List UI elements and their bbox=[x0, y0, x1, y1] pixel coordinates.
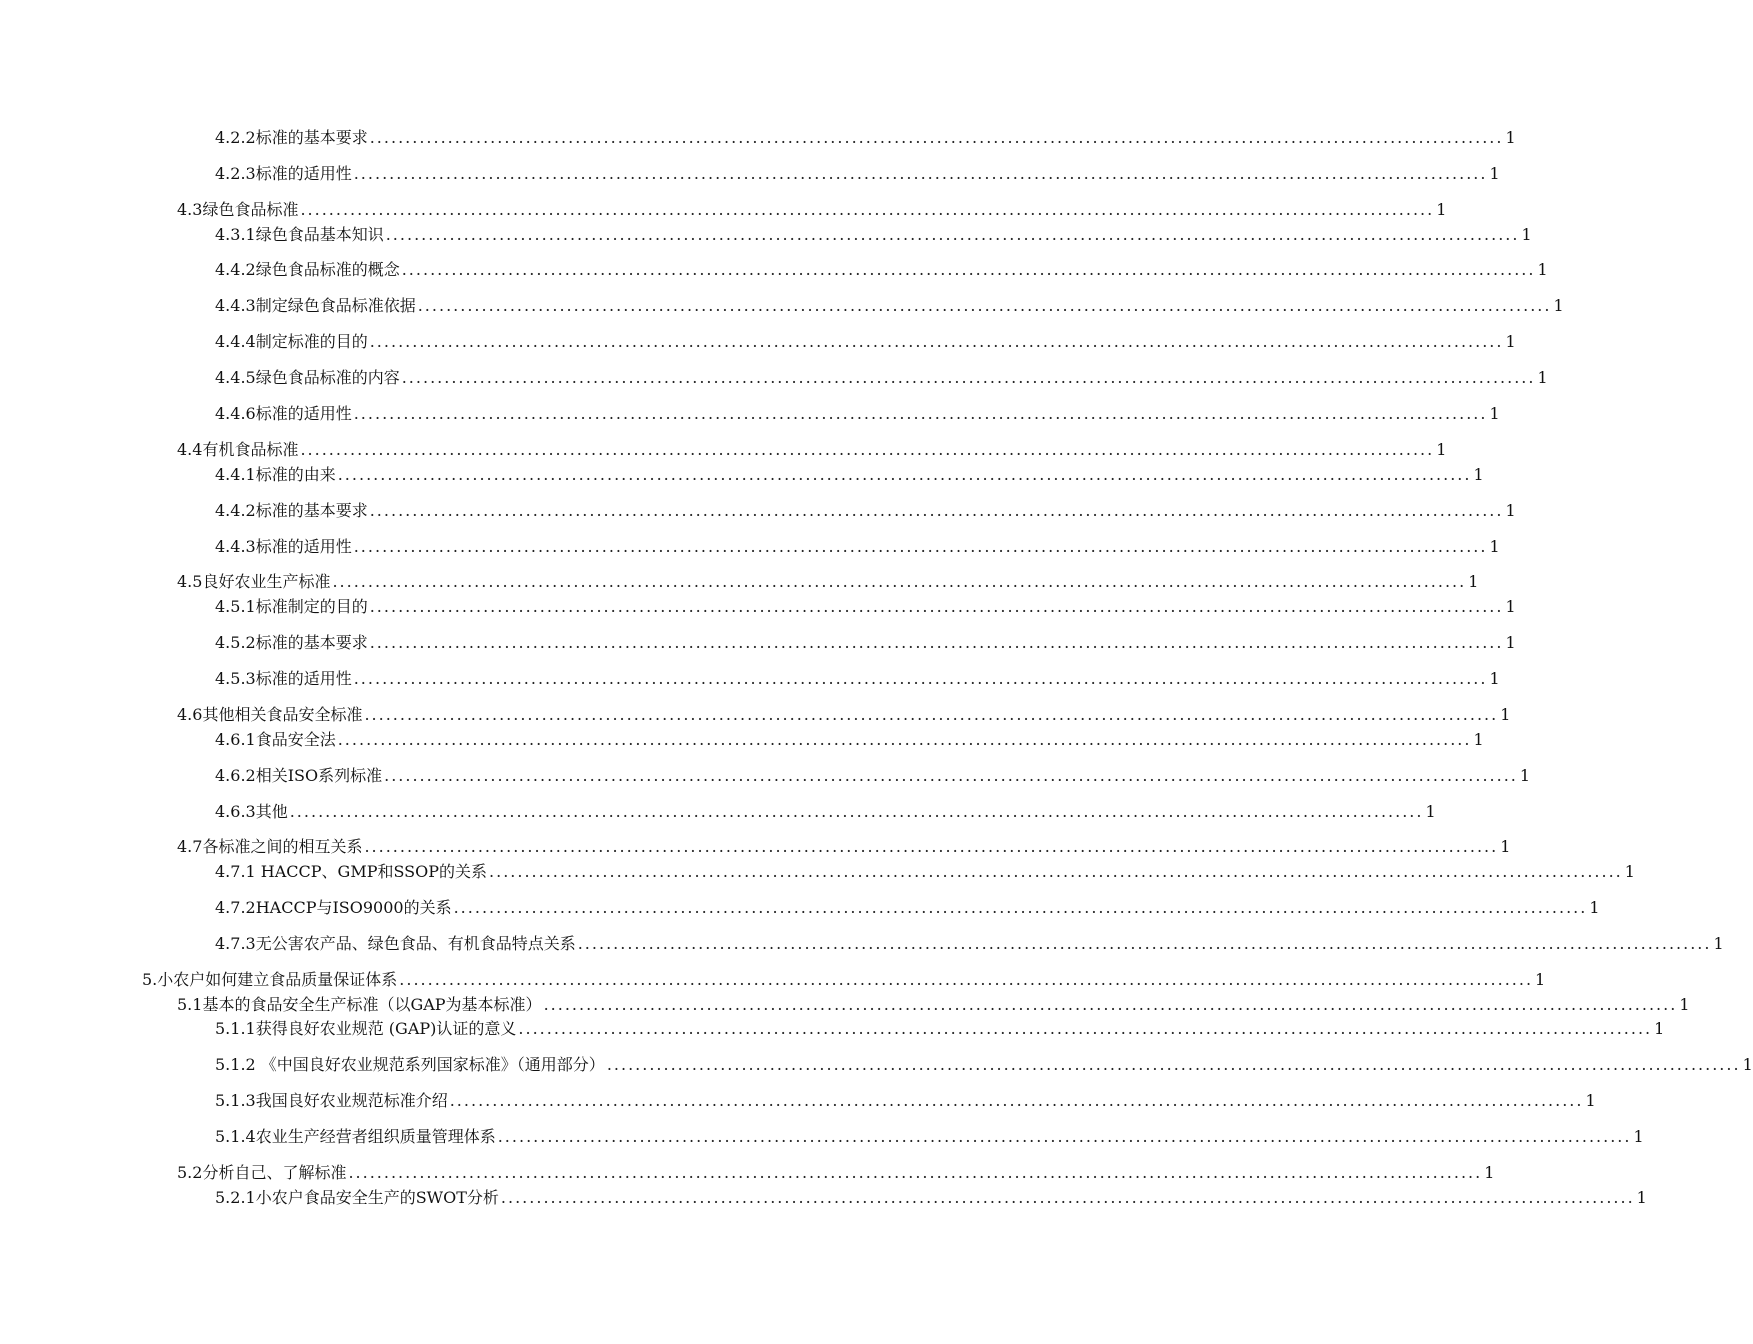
toc-entry-page: 1 bbox=[1589, 898, 1600, 917]
toc-entry[interactable] bbox=[215, 367, 1548, 389]
dot-leader: ................................................................................................................................................................ bbox=[369, 501, 1504, 520]
toc-entry-page: 1 bbox=[1425, 802, 1436, 821]
toc-entry[interactable] bbox=[177, 1162, 1495, 1184]
toc-entry-page: 1 bbox=[1500, 705, 1511, 724]
dot-leader: ................................................................................................................................................................ bbox=[353, 537, 1488, 556]
toc-entry-title: 5.1.4农业生产经营者组织质量管理体系 bbox=[215, 1127, 496, 1146]
toc-entry-title: 5.1.1获得良好农业规范 (GAP)认证的意义 bbox=[215, 1019, 517, 1038]
toc-entry[interactable] bbox=[215, 536, 1500, 558]
toc-entry-title: 5.2.1小农户食品安全生产的SWOT分析 bbox=[215, 1188, 499, 1207]
toc-entry-title: 4.6.1食品安全法 bbox=[215, 730, 336, 749]
toc-entry-page: 1 bbox=[1505, 332, 1516, 351]
toc-entry-title: 5.小农户如何建立食品质量保证体系 bbox=[142, 970, 398, 989]
toc-entry-page: 1 bbox=[1489, 669, 1500, 688]
toc-entry-page: 1 bbox=[1436, 440, 1447, 459]
toc-entry-page: 1 bbox=[1585, 1091, 1596, 1110]
dot-leader: ................................................................................................................................................................ bbox=[500, 1188, 1635, 1207]
dot-leader: ................................................................................................................................................................ bbox=[518, 1019, 1653, 1038]
toc-entry[interactable] bbox=[215, 1054, 1753, 1076]
toc-entry-page: 1 bbox=[1473, 730, 1484, 749]
dot-leader: ................................................................................................................................................................ bbox=[364, 705, 1499, 724]
toc-entry[interactable] bbox=[177, 704, 1511, 726]
toc-entry-title: 4.7.1 HACCP、GMP和SSOP的关系 bbox=[215, 862, 488, 881]
dot-leader: ................................................................................................................................................................ bbox=[449, 1091, 1584, 1110]
toc-entry[interactable] bbox=[142, 969, 1546, 991]
toc-entry-page: 1 bbox=[1553, 296, 1564, 315]
toc-entry-page: 1 bbox=[1535, 970, 1546, 989]
toc-entry-title: 4.3.1绿色食品基本知识 bbox=[215, 225, 384, 244]
toc-entry-title: 4.6.3其他 bbox=[215, 802, 288, 821]
toc-entry-page: 1 bbox=[1679, 995, 1690, 1014]
toc-entry-page: 1 bbox=[1636, 1188, 1647, 1207]
toc-entry-page: 1 bbox=[1505, 128, 1516, 147]
toc-entry-title: 4.2.2标准的基本要求 bbox=[215, 128, 368, 147]
toc-entry-page: 1 bbox=[1521, 225, 1532, 244]
toc-entry-page: 1 bbox=[1484, 1163, 1495, 1182]
toc-entry[interactable] bbox=[215, 331, 1516, 353]
toc-entry[interactable] bbox=[215, 729, 1484, 751]
toc-entry-page: 1 bbox=[1500, 837, 1511, 856]
toc-entry[interactable] bbox=[215, 500, 1516, 522]
toc-entry[interactable] bbox=[215, 596, 1516, 618]
toc-entry-page: 1 bbox=[1624, 862, 1635, 881]
toc-entry-title: 4.4.2绿色食品标准的概念 bbox=[215, 260, 400, 279]
dot-leader: ................................................................................................................................................................ bbox=[348, 1163, 1483, 1182]
toc-entry-page: 1 bbox=[1505, 501, 1516, 520]
dot-leader: ................................................................................................................................................................ bbox=[353, 164, 1488, 183]
toc-entry[interactable] bbox=[215, 464, 1484, 486]
toc-entry[interactable] bbox=[215, 1018, 1665, 1040]
dot-leader: ................................................................................................................................................................ bbox=[337, 730, 1472, 749]
dot-leader: ................................................................................................................................................................ bbox=[337, 465, 1472, 484]
toc-entry-title: 4.4.3制定绿色食品标准依据 bbox=[215, 296, 416, 315]
toc-entry[interactable] bbox=[215, 259, 1548, 281]
toc-entry[interactable] bbox=[215, 1126, 1644, 1148]
dot-leader: ................................................................................................................................................................ bbox=[384, 766, 1518, 785]
toc-entry-title: 4.4.1标准的由来 bbox=[215, 465, 336, 484]
dot-leader: ................................................................................................................................................................ bbox=[401, 260, 1536, 279]
dot-leader: ................................................................................................................................................................ bbox=[369, 128, 1504, 147]
toc-entry-page: 1 bbox=[1489, 164, 1500, 183]
toc-entry-title: 4.6其他相关食品安全标准 bbox=[177, 705, 363, 724]
toc-entry-title: 5.1.2 《中国良好农业规范系列国家标准》（通用部分） bbox=[215, 1055, 605, 1074]
toc-entry[interactable] bbox=[215, 127, 1516, 149]
toc-entry[interactable] bbox=[177, 439, 1447, 461]
toc-entry-page: 1 bbox=[1654, 1019, 1665, 1038]
toc-entry-page: 1 bbox=[1519, 766, 1531, 785]
dot-leader: ................................................................................................................................................................ bbox=[543, 995, 1678, 1014]
toc-entry-title: 5.1基本的食品安全生产标准（以GAP为基本标准） bbox=[177, 995, 542, 1014]
dot-leader: ................................................................................................................................................................ bbox=[577, 934, 1712, 953]
dot-leader: ................................................................................................................................................................ bbox=[369, 332, 1504, 351]
toc-entry[interactable] bbox=[177, 836, 1511, 858]
dot-leader: ................................................................................................................................................................ bbox=[489, 862, 1623, 881]
toc-entry[interactable] bbox=[215, 632, 1516, 654]
toc-entry-title: 4.4.5绿色食品标准的内容 bbox=[215, 368, 400, 387]
toc-entry[interactable] bbox=[215, 403, 1500, 425]
toc-entry-page: 1 bbox=[1742, 1055, 1753, 1074]
toc-entry-title: 4.5良好农业生产标准 bbox=[177, 572, 331, 591]
dot-leader: ................................................................................................................................................................ bbox=[353, 404, 1488, 423]
toc-entry-title: 4.4.3标准的适用性 bbox=[215, 537, 352, 556]
toc-entry-page: 1 bbox=[1436, 200, 1447, 219]
toc-entry[interactable] bbox=[215, 1090, 1596, 1112]
toc-entry-title: 4.6.2相关ISO系列标准 bbox=[215, 766, 383, 785]
toc-entry-title: 4.4.6标准的适用性 bbox=[215, 404, 352, 423]
toc-entry[interactable] bbox=[215, 933, 1724, 955]
toc-entry[interactable] bbox=[177, 571, 1479, 593]
toc-entry-title: 4.3绿色食品标准 bbox=[177, 200, 299, 219]
dot-leader: ................................................................................................................................................................ bbox=[606, 1055, 1741, 1074]
toc-entry[interactable] bbox=[215, 668, 1500, 690]
dot-leader: ................................................................................................................................................................ bbox=[417, 296, 1552, 315]
toc-entry-title: 4.2.3标准的适用性 bbox=[215, 164, 352, 183]
toc-entry[interactable] bbox=[215, 295, 1564, 317]
dot-leader: ................................................................................................................................................................ bbox=[453, 898, 1588, 917]
dot-leader: ................................................................................................................................................................ bbox=[300, 200, 1435, 219]
toc-entry[interactable] bbox=[215, 861, 1635, 883]
toc-entry-title: 4.5.2标准的基本要求 bbox=[215, 633, 368, 652]
toc-entry-title: 4.5.1标准制定的目的 bbox=[215, 597, 368, 616]
toc-entry[interactable] bbox=[215, 801, 1436, 823]
dot-leader: ................................................................................................................................................................ bbox=[497, 1127, 1632, 1146]
toc-entry-page: 1 bbox=[1468, 572, 1479, 591]
toc-entry[interactable] bbox=[215, 163, 1500, 185]
toc-entry-page: 1 bbox=[1489, 404, 1500, 423]
toc-entry-page: 1 bbox=[1633, 1127, 1644, 1146]
toc-entry-title: 4.7.3无公害农产品、绿色食品、有机食品特点关系 bbox=[215, 934, 576, 953]
toc-entry-title: 4.4.4制定标准的目的 bbox=[215, 332, 368, 351]
dot-leader: ................................................................................................................................................................ bbox=[385, 225, 1520, 244]
dot-leader: ................................................................................................................................................................ bbox=[369, 633, 1504, 652]
toc-entry-title: 5.1.3我国良好农业规范标准介绍 bbox=[215, 1091, 448, 1110]
dot-leader: ................................................................................................................................................................ bbox=[289, 802, 1424, 821]
toc-entry-page: 1 bbox=[1473, 465, 1484, 484]
toc-entry-title: 4.4有机食品标准 bbox=[177, 440, 299, 459]
toc-entry[interactable] bbox=[177, 994, 1690, 1016]
dot-leader: ................................................................................................................................................................ bbox=[364, 837, 1499, 856]
toc-entry[interactable] bbox=[215, 224, 1532, 246]
toc-entry[interactable] bbox=[215, 897, 1600, 919]
toc-entry-page: 1 bbox=[1537, 368, 1548, 387]
dot-leader: ................................................................................................................................................................ bbox=[300, 440, 1435, 459]
dot-leader: ................................................................................................................................................................ bbox=[399, 970, 1534, 989]
toc-entry-page: 1 bbox=[1713, 934, 1724, 953]
dot-leader: ................................................................................................................................................................ bbox=[369, 597, 1504, 616]
toc-entry-title: 4.7.2HACCP与ISO9000的关系 bbox=[215, 898, 452, 917]
dot-leader: ................................................................................................................................................................ bbox=[332, 572, 1467, 591]
toc-entry-title: 4.5.3标准的适用性 bbox=[215, 669, 352, 688]
dot-leader: ................................................................................................................................................................ bbox=[353, 669, 1488, 688]
toc-entry-page: 1 bbox=[1505, 597, 1516, 616]
toc-entry-title: 5.2分析自己、了解标准 bbox=[177, 1163, 347, 1182]
toc-entry-page: 1 bbox=[1489, 537, 1500, 556]
dot-leader: ................................................................................................................................................................ bbox=[401, 368, 1536, 387]
toc-entry[interactable] bbox=[215, 1187, 1647, 1209]
toc-entry-page: 1 bbox=[1505, 633, 1516, 652]
toc-entry[interactable] bbox=[215, 765, 1531, 787]
toc-entry[interactable] bbox=[177, 199, 1447, 221]
toc-entry-title: 4.4.2标准的基本要求 bbox=[215, 501, 368, 520]
toc-entry-title: 4.7各标准之间的相互关系 bbox=[177, 837, 363, 856]
toc-entry-page: 1 bbox=[1537, 260, 1548, 279]
